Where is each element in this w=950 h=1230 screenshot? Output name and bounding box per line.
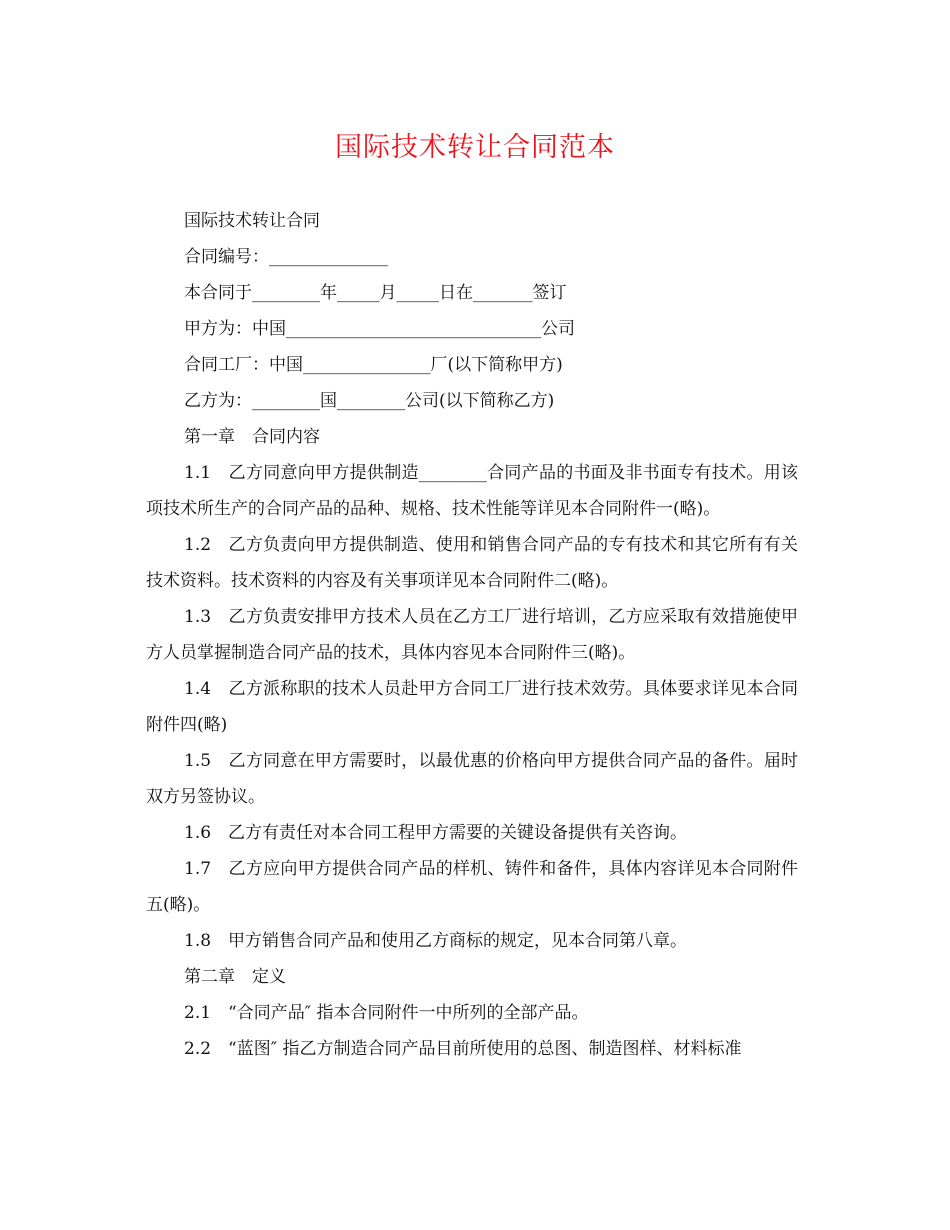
- chapter-2-heading: 第二章 定义: [184, 967, 286, 987]
- contract-factory-line: 合同工厂：中国_______________厂(以下简称甲方): [184, 355, 563, 375]
- contract-number-line: 合同编号：______________: [184, 247, 388, 267]
- contract-body: [146, 203, 798, 1067]
- contract-heading: 国际技术转让合同: [184, 211, 320, 231]
- clause-2-2: 2.2 “蓝图″ 指乙方制造合同产品目前所使用的总图、制造图样、材料标准: [184, 1039, 742, 1059]
- clause-1-7: 1.7 乙方应向甲方提供合同产品的样机、铸件和备件，具体内容详见本合同附件五(略)。: [146, 859, 798, 915]
- clause-2-1: 2.1 “合同产品″ 指本合同附件一中所列的全部产品。: [184, 1003, 589, 1023]
- clause-1-8: 1.8 甲方销售合同产品和使用乙方商标的规定，见本合同第八章。: [184, 931, 688, 951]
- clause-1-6: 1.6 乙方有责任对本合同工程甲方需要的关键设备提供有关咨询。: [184, 823, 688, 843]
- party-b-line: 乙方为：________国________公司(以下简称乙方): [184, 391, 555, 411]
- clause-1-1: 1.1 乙方同意向甲方提供制造________合同产品的书面及非书面专有技术。用该项技术所生产的合同产品的品种、规格、技术性能等详见本合同附件一(略)。: [146, 463, 798, 519]
- clause-1-2: 1.2 乙方负责向甲方提供制造、使用和销售合同产品的专有技术和其它所有有关技术资料。技术资料的内容及有关事项详见本合同附件二(略)。: [146, 535, 798, 591]
- clause-1-5: 1.5 乙方同意在甲方需要时，以最优惠的价格向甲方提供合同产品的备件。届时双方另签协议。: [146, 751, 798, 807]
- clause-1-3: 1.3 乙方负责安排甲方技术人员在乙方工厂进行培训，乙方应采取有效措施使甲方人员掌握制造合同产品的技术，具体内容见本合同附件三(略)。: [146, 607, 798, 663]
- signing-date-line: 本合同于________年_____月_____日在_______签订: [184, 283, 567, 303]
- clause-1-4: 1.4 乙方派称职的技术人员赴甲方合同工厂进行技术效劳。具体要求详见本合同附件四(略): [146, 679, 798, 735]
- document-title: 国际技术转让合同范本: [335, 132, 615, 163]
- chapter-1-heading: 第一章 合同内容: [184, 427, 320, 447]
- party-a-line: 甲方为：中国______________________________公司: [184, 319, 575, 339]
